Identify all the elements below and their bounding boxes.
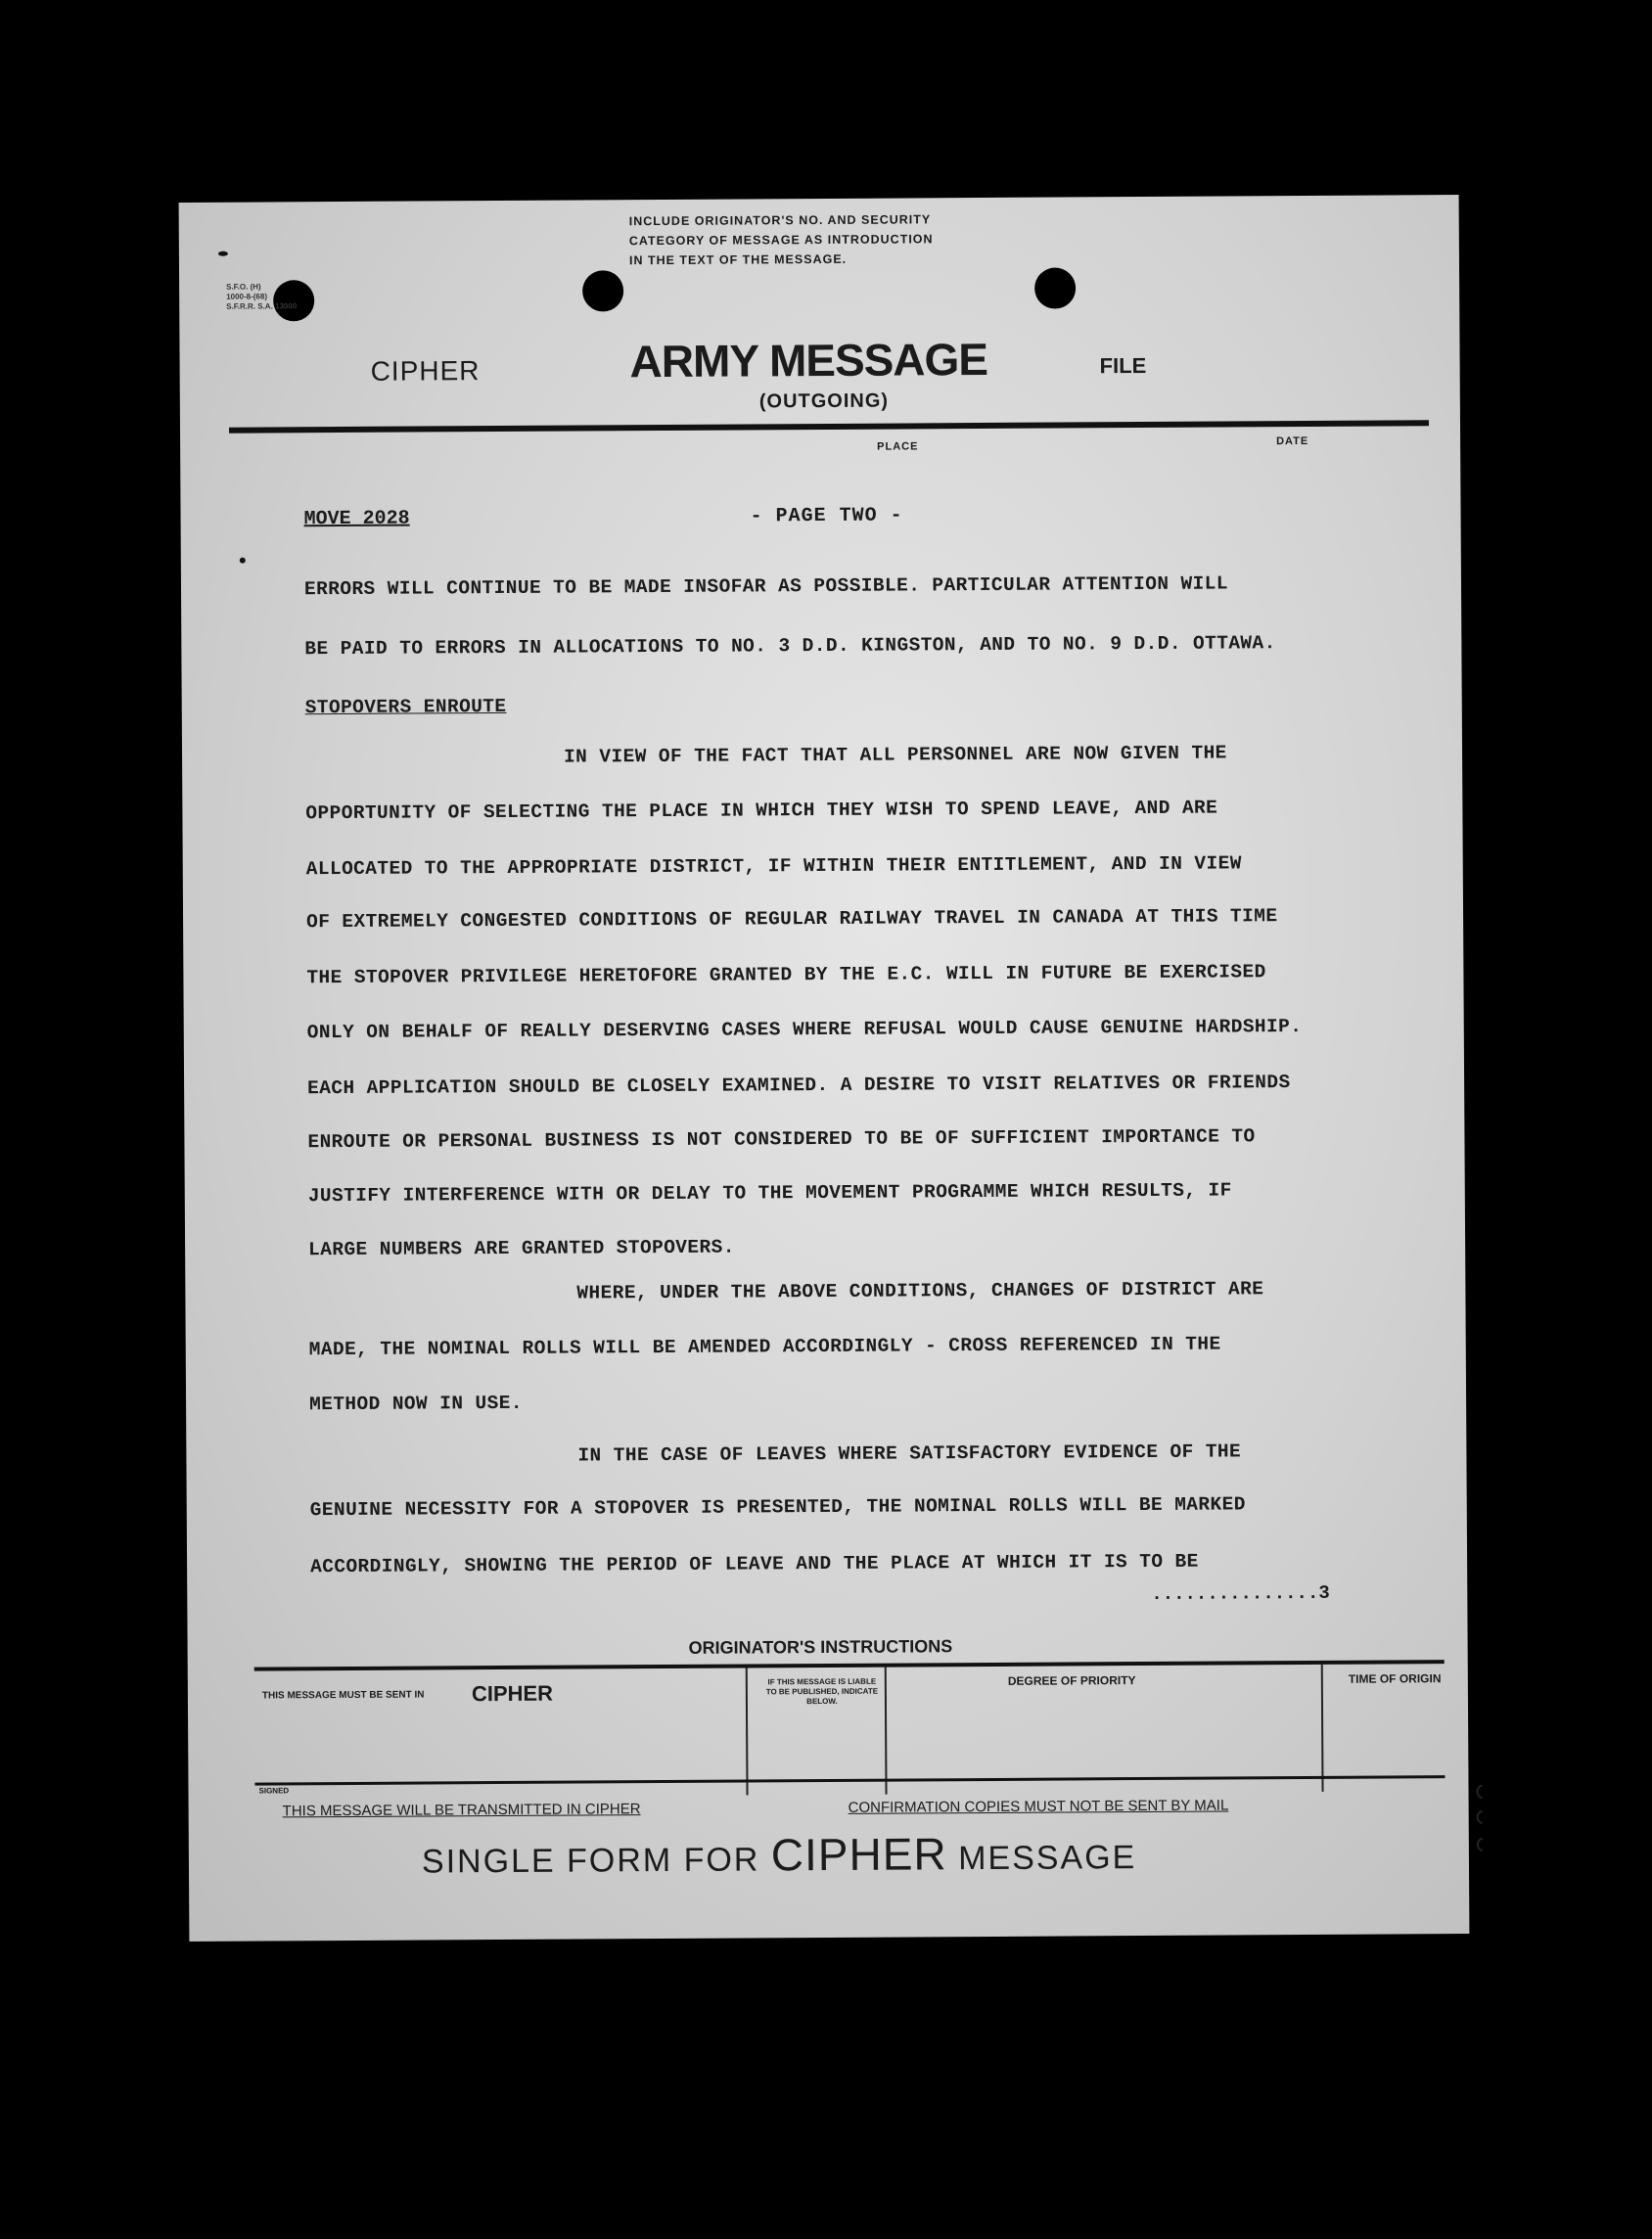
footer-text: SINGLE FORM FOR: [421, 1841, 760, 1881]
message-line: EACH APPLICATION SHOULD BE CLOSELY EXAMINED. A DESIRE TO VISIT RELATIVES OR FRIENDS: [307, 1072, 1291, 1100]
message-line: ALLOCATED TO THE APPROPRIATE DISTRICT, IF WITHIN THEIR ENTITLEMENT, AND IN VIEW: [305, 852, 1242, 881]
sent-in-value: CIPHER: [471, 1680, 554, 1707]
page-heading: - PAGE TWO -: [750, 504, 903, 528]
army-message-form: [179, 195, 1470, 1942]
table-divider: [885, 1668, 888, 1795]
message-line: IN VIEW OF THE FACT THAT ALL PERSONNEL ARE NOW GIVEN THE: [563, 742, 1227, 768]
message-line: ERRORS WILL CONTINUE TO BE MADE INSOFAR AS POSSIBLE. PARTICULAR ATTENTION WILL: [303, 572, 1229, 601]
cipher-label: CIPHER: [370, 355, 481, 387]
footer-text: MESSAGE: [958, 1839, 1137, 1878]
file-label: FILE: [1099, 352, 1147, 379]
archive-stamp-marks: [1472, 1782, 1485, 1876]
originator-note: INCLUDE ORIGINATOR'S NO. AND SECURITY CATEGORY OF MESSAGE AS INTRODUCTION IN THE TEXT OF THE MESSAGE.: [628, 212, 934, 268]
transmission-note: THIS MESSAGE WILL BE TRANSMITTED IN CIPHER: [282, 1801, 641, 1820]
punch-hole-right: [1034, 267, 1076, 308]
message-line: ONLY ON BEHALF OF REALLY DESERVING CASES WHERE REFUSAL WOULD CAUSE GENUINE HARDSHIP.: [306, 1016, 1303, 1044]
punch-hole-center: [582, 270, 623, 311]
ink-speck: [218, 251, 228, 256]
message-line: THE STOPOVER PRIVILEGE HERETOFORE GRANTED BY THE E.C. WILL IN FUTURE BE EXERCISED: [306, 961, 1266, 989]
originator-instructions-title: ORIGINATOR'S INSTRUCTIONS: [688, 1636, 953, 1658]
message-line: ACCORDINGLY, SHOWING THE PERIOD OF LEAVE AND THE PLACE AT WHICH IT IS TO BE: [310, 1550, 1199, 1578]
instructions-table: [254, 1660, 1446, 1798]
signed-label: SIGNED: [258, 1786, 290, 1796]
message-line: MADE, THE NOMINAL ROLLS WILL BE AMENDED ACCORDINGLY - CROSS REFERENCED IN THE: [308, 1333, 1221, 1361]
form-title: ARMY MESSAGE: [629, 333, 988, 388]
priority-label: DEGREE OF PRIORITY: [1007, 1673, 1136, 1688]
time-of-origin-label: TIME OF ORIGIN: [1348, 1671, 1442, 1686]
confirmation-note: CONFIRMATION COPIES MUST NOT BE SENT BY MAIL: [848, 1797, 1229, 1816]
ink-speck: [240, 558, 246, 564]
form-code: S.F.O. (H) 1000-8-(68) S.F.R.R. S.A. 13000: [226, 282, 298, 311]
table-divider: [1321, 1665, 1324, 1792]
date-label: DATE: [1276, 434, 1309, 448]
place-label: PLACE: [877, 440, 919, 453]
table-divider: [746, 1668, 749, 1795]
message-line: LARGE NUMBERS ARE GRANTED STOPOVERS.: [308, 1236, 735, 1261]
header-rule: [229, 420, 1429, 433]
section-heading: STOPOVERS ENROUTE: [304, 695, 507, 719]
publication-liability-label: IF THIS MESSAGE IS LIABLE TO BE PUBLISHED, INDICATE BELOW.: [765, 1676, 879, 1707]
message-line: JUSTIFY INTERFERENCE WITH OR DELAY TO THE MOVEMENT PROGRAMME WHICH RESULTS, IF: [307, 1179, 1232, 1208]
message-line: WHERE, UNDER THE ABOVE CONDITIONS, CHANGES OF DISTRICT ARE: [576, 1278, 1264, 1304]
message-line: METHOD NOW IN USE.: [309, 1392, 523, 1416]
single-form-footer: [422, 1826, 1137, 1883]
footer-cipher: CIPHER: [770, 1828, 947, 1881]
message-line: OPPORTUNITY OF SELECTING THE PLACE IN WHICH THEY WISH TO SPEND LEAVE, AND ARE: [305, 797, 1218, 825]
form-subtitle: (OUTGOING): [758, 389, 890, 413]
table-bottom-rule: [254, 1775, 1445, 1785]
message-line: ENROUTE OR PERSONAL BUSINESS IS NOT CONSIDERED TO BE OF SUFFICIENT IMPORTANCE TO: [307, 1125, 1256, 1154]
message-line: OF EXTREMELY CONGESTED CONDITIONS OF REGULAR RAILWAY TRAVEL IN CANADA AT THIS TIME: [306, 905, 1278, 934]
message-line: BE PAID TO ERRORS IN ALLOCATIONS TO NO. 3 D.D. KINGSTON, AND TO NO. 9 D.D. OTTAWA.: [304, 632, 1276, 661]
sent-in-label: THIS MESSAGE MUST BE SENT IN: [261, 1689, 425, 1702]
message-line: GENUINE NECESSITY FOR A STOPOVER IS PRESENTED, THE NOMINAL ROLLS WILL BE MARKED: [309, 1493, 1246, 1522]
continuation-marker: ...............3: [1151, 1581, 1330, 1605]
message-reference: MOVE 2028: [303, 507, 410, 531]
message-line: IN THE CASE OF LEAVES WHERE SATISFACTORY EVIDENCE OF THE: [577, 1440, 1242, 1467]
